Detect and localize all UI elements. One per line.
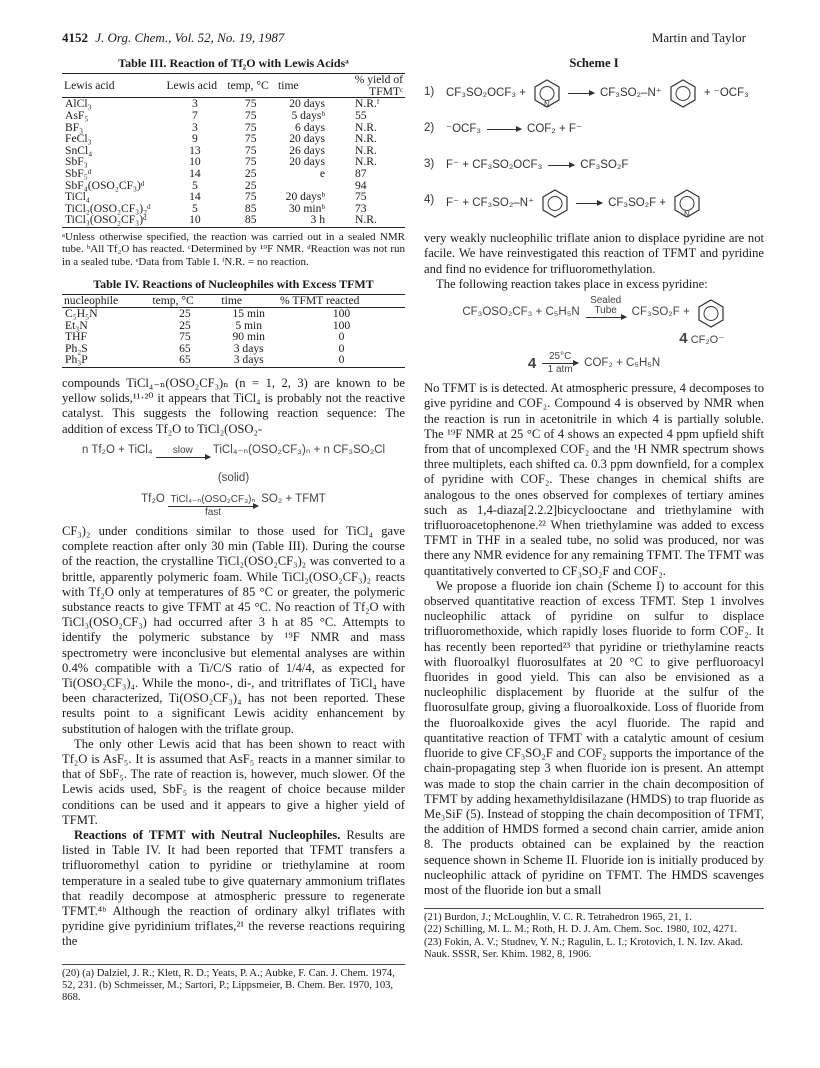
- reaction-sealed-tube: [424, 296, 764, 329]
- step2-products: COF₂ + F⁻: [527, 122, 582, 135]
- rx2-arrow: [542, 352, 578, 375]
- table-cell: 13: [189, 143, 201, 157]
- table-row: [62, 133, 405, 145]
- table-cell: 90 min: [232, 330, 265, 344]
- table3-body: [62, 98, 405, 228]
- table-cell: 75: [179, 330, 191, 344]
- table4-header-row: [62, 295, 405, 308]
- table-cell: 0: [338, 341, 345, 355]
- table-cell: 94: [355, 178, 367, 192]
- table-cell: N.R.: [355, 132, 377, 146]
- footnote-21: (21) Burdon, J.; McLoughlin, V. C. R. Tetrahedron 1965, 21, 1.: [424, 912, 692, 924]
- table3-header-row: [62, 74, 405, 98]
- table-cell: 55: [355, 108, 367, 122]
- scheme-title: Scheme I: [569, 56, 619, 70]
- table-cell: e: [319, 166, 325, 180]
- table-cell: 20 days: [289, 132, 325, 146]
- rx-reactants: CF₃OSO₂CF₃ + C₅H₅N: [462, 305, 580, 318]
- eq2-reactant: Tf₂O: [141, 492, 165, 505]
- table-cell: 85: [244, 201, 257, 215]
- step1-arrow: [568, 92, 594, 95]
- reaction-decomposition: [424, 352, 764, 375]
- table-cell: 10: [164, 214, 225, 227]
- compound-4-anion: CF₂O⁻: [690, 334, 724, 347]
- table4-body: [62, 307, 405, 367]
- table-cell: SbF₃: [65, 155, 88, 169]
- scheme-step-2: [424, 111, 764, 147]
- rx2-temp: 25°C: [548, 351, 572, 363]
- body-paragraph: We propose a fluoride ion chain (Scheme I) to account for this observed quantitative reaction of excess TFMT. Step 1 involves nucleophilic attack of pyridine on sulfur to displace trifluoromethoxide, which rapidly loses fluoride to form COF₂. It has recently been reported²³ that pyridine or triethylamine reacts with fluoroalkyl fluorosulfates at 20 °C to give perfluoroacyl fluorides in good yield. This can also be envisioned as a nucleophilic displacement by fluoride at the sulfur of the fluorosulfate group, giving a fluoroalkoxide. Loss of fluoride from the fluoroalkoxide gives the acyl fluoride. The rapid and quantitative reaction of TFMT with a catalytic amount of cesium fluoride to give CF₃SO₂F and COF₂ supports the importance of the chain-propagating step 3 when fluoride ion is present. An attempt was made to stop the chain carrier in the chain decomposition of TFMT by adding hexamethyldisilazane (HMDS) to trap fluoride as Me₃SiF (5). Instead of stopping the chain decomposition of TFMT, the addition of HMDS formed a second chain carrier, amide anion 8. The products obtained can be explained by the reaction sequence shown in Scheme II. Fluoride ion is initially produced by nucleophilic attack of pyridine on TFMT. The HMDS scavenges most of the fluoride ion but a small: [424, 578, 764, 897]
- compound-4-number: 4: [679, 330, 688, 348]
- table-cell: 3: [192, 120, 198, 134]
- journal-citation: J. Org. Chem., Vol. 52, No. 19, 1987: [95, 30, 285, 45]
- table-cell: Ph₃P: [62, 354, 150, 367]
- table-cell: SnCl₄: [65, 143, 93, 157]
- table-cell: 5: [192, 201, 198, 215]
- step1-anion: + ⁻OCF₃: [703, 86, 749, 99]
- body-paragraph: The following reaction takes place in excess pyridine:: [436, 276, 708, 291]
- step4-reactants: F⁻ + CF₃SO₂–N⁺: [446, 196, 535, 209]
- table-row: [62, 156, 405, 168]
- table-row: [62, 307, 405, 319]
- eq1-arrow: [156, 446, 210, 469]
- rx-arrow: [586, 296, 626, 329]
- table-cell: N.R.: [355, 143, 377, 157]
- ring-nitrogen: N: [684, 210, 690, 219]
- table-cell: 20 days: [289, 155, 325, 169]
- table4-col-reacted: % TFMT reacted: [278, 295, 405, 308]
- equation-2: [62, 492, 405, 518]
- table-cell: 87: [355, 166, 367, 180]
- rx2-pressure: 1 atm: [547, 364, 573, 376]
- pyridinium-ring-icon: [540, 188, 570, 218]
- table-cell: TiCl₃(OSO₂CF₃)ᵈ: [62, 214, 164, 227]
- table-cell: Et₃N: [65, 318, 88, 332]
- table-cell: TiCl₄: [65, 190, 90, 204]
- step-number: 3): [424, 158, 435, 171]
- step2-reactant: ⁻OCF₃: [446, 122, 482, 135]
- table-cell: 25: [179, 318, 191, 332]
- table-cell: 20 daysᵇ: [285, 190, 325, 204]
- running-header-authors: Martin and Taylor: [651, 30, 746, 45]
- table-cell: 85: [225, 214, 276, 227]
- table3-caption: Table III. Reaction of Tf₂O with Lewis Acidsᵃ: [118, 56, 349, 70]
- table3-footnote: ᵃUnless otherwise specified, the reaction was carried out in a sealed NMR tube. ᵇAll Tf₂O has reacted. ᶜDetermined by ¹⁹F NMR. ᵈReaction was not run in a sealed tube. ᵉData from Table I. ᶠN.R. = no reaction.: [62, 230, 405, 268]
- table4-col-nucleophile: nucleophile: [62, 295, 150, 308]
- footnotes-right: [424, 908, 764, 961]
- table-cell: 3 h: [276, 214, 339, 227]
- table-cell: 25: [244, 166, 257, 180]
- table-cell: 30 minᵇ: [288, 201, 325, 215]
- table-cell: SbF₄(OSO₂CF₃)ᵈ: [65, 178, 145, 192]
- table-cell: 3: [192, 97, 198, 111]
- step1-reactants: CF₃SO₂OCF₃ +: [446, 86, 526, 99]
- table-cell: 75: [244, 108, 257, 122]
- table3-col-temp: temp, °C: [225, 74, 276, 98]
- eq2-catalyst: TiCl₄₋ₙ(OSO₂CF₃)ₙ: [170, 493, 256, 505]
- step-number: 1): [424, 86, 435, 99]
- table-cell: 75: [244, 155, 257, 169]
- page-number: 4152: [62, 30, 88, 45]
- table-cell: 5 daysᵇ: [291, 108, 325, 122]
- table-cell: 75: [244, 190, 257, 204]
- section-heading: Reactions of TFMT with Neutral Nucleophiles.: [74, 827, 341, 842]
- table-row: [62, 110, 405, 122]
- pyridine-ring-icon: [672, 188, 702, 218]
- table-cell: 14: [189, 166, 201, 180]
- table3-col-lewis-acid: Lewis acid: [62, 74, 164, 98]
- body-paragraph: very weakly nucleophilic triflate anion to displace pyridine are not facile. We have reinvestigated this reaction of TFMT and pyridine and find no evidence for trifluoromethylation.: [424, 231, 764, 276]
- rx-products: CF₃SO₂F +: [631, 305, 690, 318]
- table-row: [62, 191, 405, 203]
- table-cell: 100: [332, 318, 351, 332]
- footnote-22: (22) Schilling, M. L. M.; Roth, H. D. J. Am. Chem. Soc. 1980, 102, 4271.: [424, 924, 738, 936]
- table-cell: 75: [244, 143, 257, 157]
- pyridine-ring-icon: [532, 78, 562, 108]
- eq2-arrow: [168, 495, 258, 518]
- table-cell: 73: [355, 201, 367, 215]
- table-cell: 15 min: [232, 306, 265, 320]
- left-column: [62, 56, 405, 1004]
- table-cell: Ph₂S: [65, 341, 88, 355]
- table-cell: 26 days: [289, 143, 325, 157]
- table-cell: FeCl₃: [65, 132, 92, 146]
- right-column: [424, 56, 764, 961]
- table-cell: C₅H₅N: [65, 306, 98, 320]
- scheme-step-3: [424, 147, 764, 183]
- table-cell: 25: [244, 178, 257, 192]
- table-cell: 75: [244, 97, 257, 111]
- table-cell: 14: [189, 190, 201, 204]
- rx2-reactant: 4: [527, 355, 537, 373]
- table-cell: 25: [179, 306, 191, 320]
- compound-4-label-row: [424, 331, 764, 348]
- table-cell: 0: [278, 354, 405, 367]
- table4-caption: Table IV. Reactions of Nucleophiles with Excess TFMT: [93, 277, 374, 292]
- pyridinium-ring-icon: [696, 298, 726, 328]
- step-number: 2): [424, 122, 435, 135]
- eq2-arrow-bottom: fast: [204, 506, 222, 518]
- table-row: [62, 122, 405, 134]
- eq2-products: SO₂ + TFMT: [261, 492, 326, 505]
- table3-col-yield: % yield of TFMTᶜ: [339, 74, 405, 98]
- table-cell: 100: [332, 306, 351, 320]
- table-cell: N.R.ᶠ: [355, 97, 380, 111]
- table-cell: 9: [192, 132, 198, 146]
- table-cell: 5 min: [235, 318, 263, 332]
- step3-product: CF₃SO₂F: [580, 158, 629, 171]
- table-row: [62, 145, 405, 157]
- table-cell: BF₃: [65, 120, 84, 134]
- step3-arrow: [548, 164, 574, 167]
- table-cell: AsF₅: [65, 108, 89, 122]
- table-cell: 20 days: [289, 97, 325, 111]
- equation-1: [62, 443, 405, 486]
- step3-reactants: F⁻ + CF₃SO₂OCF₃: [446, 158, 543, 171]
- table4: [62, 294, 405, 368]
- table3-col-amount: Lewis acid: [164, 74, 225, 98]
- table3: [62, 73, 405, 228]
- table4-col-time: time: [219, 295, 278, 308]
- rx-arrow-label: Sealed Tube: [590, 295, 622, 317]
- table-cell: 75: [244, 132, 257, 146]
- table-cell: THF: [65, 330, 87, 344]
- table-cell: 6 days: [295, 120, 325, 134]
- table-cell: N.R.: [339, 214, 405, 227]
- eq1-products: TiCl₄₋ₙ(OSO₂CF₃)ₙ + n CF₃SO₂Cl: [212, 443, 386, 456]
- body-paragraph: The only other Lewis acid that has been shown to react with Tf₂O is AsF₅. It is assumed that AsF₅ reacts in a manner similar to that of SbF₅. The rate of reaction is, however, much slower. Of the Lewis acids used, SbF₅ is the reagent of choice because milder conditions can be used and it appears to give a higher yield of TFMT.: [62, 736, 405, 827]
- table-cell: 65: [150, 354, 219, 367]
- table-cell: 7: [192, 108, 198, 122]
- table-cell: N.R.: [355, 120, 377, 134]
- rx2-products: COF₂ + C₅H₅N: [584, 357, 661, 370]
- table-row: [62, 98, 405, 110]
- step4-products: CF₃SO₂F +: [608, 196, 667, 209]
- table-cell: 5: [192, 178, 198, 192]
- table-row: [62, 214, 405, 227]
- body-paragraph: compounds TiCl₄₋ₙ(OSO₂CF₃)ₙ (n = 1, 2, 3) are known to be yellow solids,¹¹·²⁰ it appears that TiCl₄ is probably not the reactive catalyst. This suggests the following reaction sequence: The addition of excess Tf₂O to TiCl₂(OSO₂-: [62, 375, 405, 436]
- step4-arrow: [576, 202, 602, 205]
- body-paragraph: CF₃)₂ under conditions similar to those used for TiCl₄ gave complete reaction after only 30 min (Table III). During the course of the reaction, the crystalline TiCl₂(OSO₂CF₃)₂ was converted to a brittle, apparently polymeric foam. While TiCl₂(OSO₂CF₃)₂ reacts with Tf₂O only at temperatures of 85 °C or greater, the polymeric substance reacts to give TFMT at 45 °C. No reaction of Tf₂O with TiCl₃(OSO₂CF₃) had occurred after 3 h at 85 °C. Attempts to identify the polymeric substance by ¹⁹F NMR and mass spectrometry were inconclusive but elemental analyses are within 0.4% compatible with a Ti/C/S ratio of 1/4/4, as expected for Ti(OSO₂CF₃)₄. While the mono-, di-, and tritriflates of TiCl₄ have been characterized, Ti(OSO₂CF₃)₄ has not been reported. These results point to a significant Lewis acidity enhancement by substitution of halogen with the triflate group.: [62, 523, 405, 736]
- eq1-reactants: n Tf₂O + TiCl₄: [81, 443, 153, 456]
- table-cell: SbF₅ᵈ: [65, 166, 92, 180]
- footnote-23: (23) Fokin, A. V.; Studnev, Y. N.; Ragulin, L. I.; Krotovich, I. N. Izv. Akad. Nauk. SSSR, Ser. Khim. 1982, 8, 1906.: [424, 936, 743, 960]
- step2-arrow: [487, 128, 521, 131]
- table-row: [62, 168, 405, 180]
- body-paragraph: Results are listed in Table IV. It had been reported that TFMT transfers a trifluoromethyl cation to pyridine or triethylamine at room temperature in a sealed tube to give quaternary ammonium triflates that readily decompose at atmospheric pressure to regenerate TFMT.⁴ᵇ Although the reaction of ordinary alkyl triflates with pyridine give pyridinium triflates,²¹ the reverse reactions requiring the: [62, 827, 405, 949]
- scheme-step-1: [424, 75, 764, 111]
- table-cell: 75: [244, 120, 257, 134]
- table4-col-temp: temp, °C: [150, 295, 219, 308]
- step1-product: CF₃SO₂–N⁺: [599, 86, 662, 99]
- pyridinium-ring-icon: [668, 78, 698, 108]
- table-cell: 75: [355, 190, 367, 204]
- footnote-20: (20) (a) Dalziel, J. R.; Klett, R. D.; Yeats, P. A.; Aubke, F. Can. J. Chem. 1974, 52, 231. (b) Schmeisser, M.; Sartori, P.; Lippsmeier, B. Chem. Ber. 1970, 103, 868.: [62, 964, 405, 1005]
- scheme-step-4: [424, 183, 764, 223]
- eq1-note: (solid): [217, 471, 250, 484]
- table-cell: 3 days: [219, 354, 278, 367]
- table-cell: 3 days: [233, 341, 264, 355]
- eq1-arrow-label: slow: [172, 444, 193, 456]
- table3-col-time: time: [276, 74, 339, 98]
- table-row: [62, 331, 405, 343]
- table-cell: 0: [338, 330, 345, 344]
- step-number: 4): [424, 194, 435, 207]
- running-header-left: [62, 30, 284, 46]
- table-row: [62, 180, 405, 192]
- table-cell: N.R.: [355, 155, 377, 169]
- body-paragraph: No TFMT is is detected. At atmospheric pressure, 4 decomposes to give pyridine and COF₂. Compound 4 is observed by NMR when the reaction is run in acetonitrile in which 4 is partially soluble. The ¹⁹F NMR at 25 °C of 4 shows an expected 4 ppm upfield shift from that of uncomplexed COF₂ and the ¹H NMR spectrum shows three multiplets, each shifted ca. 0.3 ppm downfield, for a complex of pyridine with COF₂. These changes in chemical shifts are analogous to the ones observed for complexes of tertiary amines such as 1,4-diaza[2.2.2]bicyclooctane and triethylamine with trifluoroacetophenone.²² When triethylamine was added to excess TFMT in THF in a sealed tube, no solid was produced, nor was there any NMR evidence for any remaining TFMT. The TFMT was quantitatively converted to CF₃SO₂F and COF₂.: [424, 381, 764, 578]
- table-cell: AlCl₃: [65, 97, 92, 111]
- table-row: [62, 354, 405, 367]
- table-cell: 10: [189, 155, 201, 169]
- table-cell: TiCl₂(OSO₂CF₃)₂ᵈ: [65, 201, 151, 215]
- table-cell: 65: [179, 341, 191, 355]
- ring-nitrogen: N: [543, 100, 550, 109]
